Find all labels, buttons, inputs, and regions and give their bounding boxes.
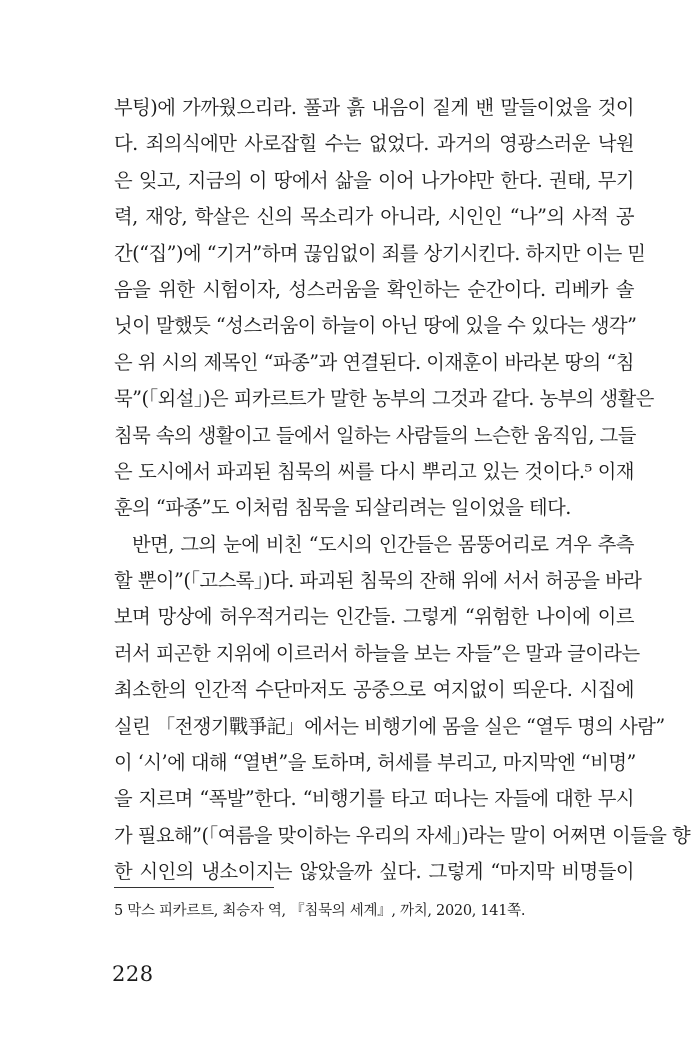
text-line: 훈의 “파종”도 이처럼 침묵을 되살리려는 일이었을 테다. <box>114 496 571 520</box>
text-line: 은 도시에서 파괴된 침묵의 씨를 다시 뿌리고 있는 것이다.⁵ 이재 <box>114 459 634 483</box>
footnote-divider <box>114 887 274 888</box>
text-line: 실린 「전쟁기戰爭記」에서는 비행기에 몸을 실은 “열두 명의 사람” <box>114 714 665 738</box>
text-line: 은 위 시의 제목인 “파종”과 연결된다. 이재훈이 바라본 땅의 “침 <box>114 350 634 374</box>
text-line: 부팅)에 가까웠으리라. 풀과 흙 내음이 짙게 밴 말들이었을 것이 <box>114 96 634 119</box>
text-line: 다. 죄의식에만 사로잡힐 수는 없었다. 과거의 영광스러운 낙원 <box>114 132 634 156</box>
body-text <box>114 90 691 891</box>
text-line: 보며 망상에 허우적거리는 인간들. 그렇게 “위험한 나이에 이르 <box>114 605 634 629</box>
text-line: 한 시인의 냉소이지는 않았을까 싶다. 그렇게 “마지막 비명들이 <box>114 860 634 884</box>
text-line: 러서 피곤한 지위에 이르러서 하늘을 보는 자들”은 말과 글이라는 <box>114 641 640 665</box>
page-number: 228 <box>112 962 154 986</box>
text-line: 이 ‘시’에 대해 “열변”을 토하며, 허세를 부리고, 마지막엔 “비명” <box>114 751 636 775</box>
text-line: 할 뿐이”(「고스록」)다. 파괴된 침묵의 잔해 위에 서서 허공을 바라 <box>114 569 642 593</box>
text-line: 가 필요해”(「여름을 맞이하는 우리의 자세」)라는 말이 어쩌면 이들을 향 <box>114 823 691 847</box>
text-line: 을 지르며 “폭발”한다. “비행기를 타고 떠나는 자들에 대한 무시 <box>114 787 634 811</box>
text-line: 침묵 속의 생활이고 들에서 일하는 사람들의 느슨한 움직임, 그들 <box>114 423 636 447</box>
text-line: 닛이 말했듯 “성스러움이 하늘이 아닌 땅에 있을 수 있다는 생각” <box>114 314 637 338</box>
text-line: 력, 재앙, 학살은 신의 목소리가 아니라, 시인인 “나”의 사적 공 <box>114 205 634 229</box>
text-line: 은 잊고, 지금의 이 땅에서 삶을 이어 나가야만 한다. 권태, 무기 <box>114 168 634 192</box>
text-line: 반면, 그의 눈에 비친 “도시의 인간들은 몸뚱어리로 겨우 추측 <box>132 532 634 556</box>
text-line: 최소한의 인간적 수단마저도 공중으로 여지없이 띄운다. 시집에 <box>114 678 634 702</box>
text-line: 간(“집”)에 “기거”하며 끊임없이 죄를 상기시킨다. 하지만 이는 믿 <box>114 241 646 265</box>
text-line: 묵”(「외설」)은 피카르트가 말한 농부의 그것과 같다. 농부의 생활은 <box>114 387 654 411</box>
text-line: 음을 위한 시험이자, 성스러움을 확인하는 순간이다. 리베카 솔 <box>114 277 634 301</box>
footnote: 5 막스 피카르트, 최승자 역, 『침묵의 세계』, 까치, 2020, 141쪽. <box>114 903 526 919</box>
